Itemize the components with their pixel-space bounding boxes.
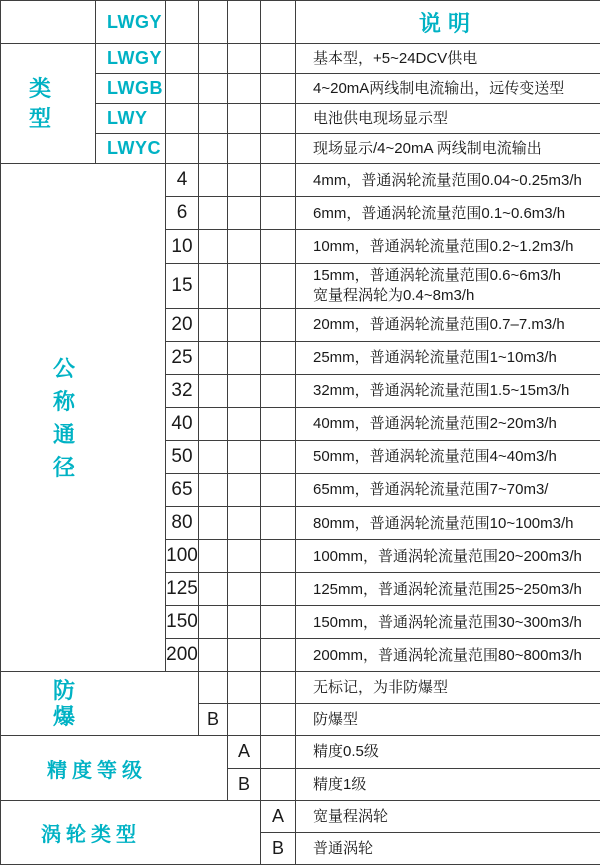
empty-cell	[261, 473, 296, 506]
accuracy-code: A	[228, 736, 261, 768]
dn-description: 32mm，普通涡轮流量范围1.5~15m3/h	[296, 374, 600, 407]
section-label-type-cell	[1, 44, 96, 164]
model-code-header: LWGY	[96, 1, 166, 44]
table-row	[1, 164, 600, 197]
section-label-turbine: 涡轮类型	[1, 800, 261, 864]
accuracy-description: 精度0.5级	[296, 736, 600, 768]
dn-size: 80	[166, 507, 199, 540]
explosion-description: 防爆型	[296, 704, 600, 736]
empty-cell	[166, 44, 199, 74]
empty-cell	[228, 104, 261, 134]
empty-cell	[261, 341, 296, 374]
empty-cell	[228, 44, 261, 74]
table-row	[1, 44, 600, 74]
description-header: 说明	[296, 1, 600, 44]
empty-cell	[261, 197, 296, 230]
dn-size: 125	[166, 573, 199, 606]
turbine-description: 普通涡轮	[296, 832, 600, 864]
empty-cell	[199, 473, 228, 506]
type-code: LWYC	[96, 134, 166, 164]
dn-description: 100mm，普通涡轮流量范围20~200m3/h	[296, 540, 600, 573]
empty-cell	[199, 606, 228, 639]
dn-description: 6mm，普通涡轮流量范围0.1~0.6m3/h	[296, 197, 600, 230]
dn-description: 125mm，普通涡轮流量范围25~250m3/h	[296, 573, 600, 606]
empty-cell	[228, 230, 261, 263]
empty-cell	[199, 407, 228, 440]
empty-cell	[261, 44, 296, 74]
empty-cell	[166, 134, 199, 164]
accuracy-description: 精度1级	[296, 768, 600, 800]
empty-cell	[166, 1, 199, 44]
empty-cell	[228, 507, 261, 540]
dn-description: 65mm，普通涡轮流量范围7~70m3/	[296, 473, 600, 506]
empty-cell	[199, 1, 228, 44]
empty-cell	[199, 540, 228, 573]
empty-cell	[199, 197, 228, 230]
empty-cell	[228, 704, 261, 736]
table-row	[1, 736, 600, 768]
empty-cell	[199, 134, 228, 164]
dn-description: 80mm，普通涡轮流量范围10~100m3/h	[296, 507, 600, 540]
empty-cell	[228, 1, 261, 44]
dn-size: 25	[166, 341, 199, 374]
empty-cell	[261, 573, 296, 606]
dn-description	[296, 263, 600, 308]
empty-cell	[199, 164, 228, 197]
empty-cell	[199, 507, 228, 540]
empty-cell	[199, 573, 228, 606]
type-description: 4~20mA两线制电流输出，远传变送型	[296, 74, 600, 104]
explosion-description: 无标记，为非防爆型	[296, 672, 600, 704]
empty-cell	[261, 104, 296, 134]
empty-cell	[261, 263, 296, 308]
empty-cell	[261, 606, 296, 639]
dn-size: 50	[166, 440, 199, 473]
dn-size: 32	[166, 374, 199, 407]
empty-cell	[261, 374, 296, 407]
empty-cell	[228, 308, 261, 341]
empty-cell	[199, 230, 228, 263]
empty-cell	[228, 440, 261, 473]
empty-cell	[228, 672, 261, 704]
dn-size: 15	[166, 263, 199, 308]
section-label-diameter: 公称通径	[52, 355, 75, 480]
empty-cell	[261, 704, 296, 736]
dn-description: 25mm，普通涡轮流量范围1~10m3/h	[296, 341, 600, 374]
empty-cell	[228, 540, 261, 573]
empty-cell	[228, 639, 261, 672]
dn-description: 10mm，普通涡轮流量范围0.2~1.2m3/h	[296, 230, 600, 263]
section-label-type: 类型	[28, 75, 51, 131]
empty-cell	[199, 263, 228, 308]
dn-description: 150mm，普通涡轮流量范围30~300m3/h	[296, 606, 600, 639]
corner-empty-cell	[1, 1, 96, 44]
dn-description-line1: 15mm，普通涡轮流量范围0.6~6m3/h	[313, 266, 561, 284]
type-description: 基本型，+5~24DCV供电	[296, 44, 600, 74]
empty-cell	[261, 1, 296, 44]
dn-description: 50mm，普通涡轮流量范围4~40m3/h	[296, 440, 600, 473]
empty-cell	[166, 104, 199, 134]
type-code: LWGB	[96, 74, 166, 104]
empty-cell	[199, 672, 228, 704]
accuracy-code: B	[228, 768, 261, 800]
turbine-description: 宽量程涡轮	[296, 800, 600, 832]
table-row	[1, 800, 600, 832]
empty-cell	[261, 164, 296, 197]
type-description: 电池供电现场显示型	[296, 104, 600, 134]
empty-cell	[199, 440, 228, 473]
turbine-code: A	[261, 800, 296, 832]
type-description: 现场显示/4~20mA 两线制电流输出	[296, 134, 600, 164]
type-code: LWY	[96, 104, 166, 134]
empty-cell	[228, 573, 261, 606]
empty-cell	[261, 639, 296, 672]
dn-size: 6	[166, 197, 199, 230]
empty-cell	[261, 672, 296, 704]
section-label-explosion-cell	[1, 672, 199, 736]
empty-cell	[261, 736, 296, 768]
empty-cell	[199, 341, 228, 374]
dn-size: 200	[166, 639, 199, 672]
empty-cell	[199, 308, 228, 341]
empty-cell	[199, 44, 228, 74]
empty-cell	[261, 440, 296, 473]
dn-description: 4mm，普通涡轮流量范围0.04~0.25m3/h	[296, 164, 600, 197]
empty-cell	[228, 134, 261, 164]
table-row-header	[1, 1, 600, 44]
explosion-code: B	[199, 704, 228, 736]
dn-size: 4	[166, 164, 199, 197]
dn-size: 10	[166, 230, 199, 263]
section-label-diameter-cell	[1, 164, 166, 672]
empty-cell	[199, 639, 228, 672]
empty-cell	[228, 74, 261, 104]
empty-cell	[228, 606, 261, 639]
empty-cell	[199, 104, 228, 134]
empty-cell	[166, 74, 199, 104]
empty-cell	[261, 134, 296, 164]
section-label-explosion: 防爆	[52, 677, 75, 729]
dn-size: 40	[166, 407, 199, 440]
dn-description: 200mm，普通涡轮流量范围80~800m3/h	[296, 639, 600, 672]
empty-cell	[228, 407, 261, 440]
empty-cell	[228, 473, 261, 506]
empty-cell	[261, 407, 296, 440]
dn-size: 150	[166, 606, 199, 639]
empty-cell	[228, 197, 261, 230]
type-code: LWGY	[96, 44, 166, 74]
empty-cell	[199, 374, 228, 407]
dn-description: 20mm，普通涡轮流量范围0.7–7.m3/h	[296, 308, 600, 341]
empty-cell	[261, 74, 296, 104]
empty-cell	[199, 74, 228, 104]
section-label-accuracy: 精度等级	[1, 736, 228, 800]
dn-size: 20	[166, 308, 199, 341]
table-row	[1, 672, 600, 704]
turbine-code: B	[261, 832, 296, 864]
empty-cell	[228, 263, 261, 308]
empty-cell	[261, 507, 296, 540]
empty-cell	[228, 374, 261, 407]
empty-cell	[261, 230, 296, 263]
dn-description: 40mm，普通涡轮流量范围2~20m3/h	[296, 407, 600, 440]
empty-cell	[228, 164, 261, 197]
dn-description-line2: 宽量程涡轮为0.4~8m3/h	[313, 286, 475, 304]
empty-cell	[228, 341, 261, 374]
empty-cell	[261, 540, 296, 573]
dn-size: 65	[166, 473, 199, 506]
dn-size: 100	[166, 540, 199, 573]
empty-cell	[261, 768, 296, 800]
empty-cell	[261, 308, 296, 341]
